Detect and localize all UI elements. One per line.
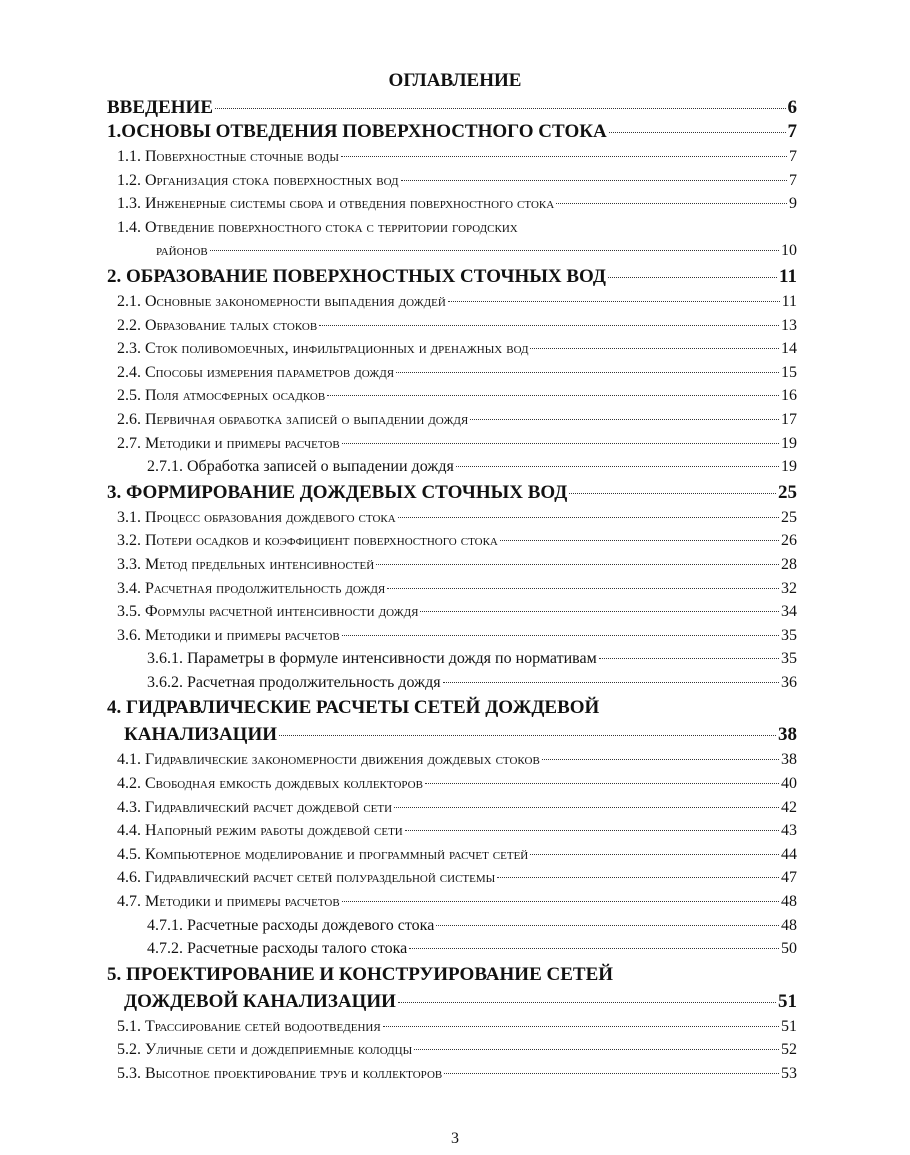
- toc-entry-title: ДОЖДЕВОЙ КАНАЛИЗАЦИИ: [124, 990, 396, 1012]
- dot-leader: [394, 807, 779, 808]
- toc-entry-title: 3.6.1. Параметры в формуле интенсивности дождя по нормативам: [147, 650, 597, 668]
- dot-leader: [530, 854, 779, 855]
- toc-entry-page: 34: [781, 603, 797, 621]
- toc-entry-page: 42: [781, 798, 797, 816]
- toc-entry[interactable]: [107, 192, 797, 216]
- toc-entry[interactable]: [107, 671, 797, 695]
- toc-entry-title: 5.1. Трассирование сетей водоотведения: [117, 1017, 381, 1035]
- toc-entry[interactable]: [107, 843, 797, 867]
- toc-entry-title: 4.1. Гидравлические закономерности движения дождевых стоков: [117, 751, 540, 769]
- dot-leader: [497, 877, 779, 878]
- toc-entry-title: 2.1. Основные закономерности выпадения дождей: [117, 292, 446, 310]
- toc-entry-page: 50: [781, 940, 797, 958]
- dot-leader: [556, 203, 787, 204]
- toc-entry-title: 2.5. Поля атмосферных осадков: [117, 387, 326, 405]
- toc-entry-title: 4. ГИДРАВЛИЧЕСКИЕ РАСЧЕТЫ СЕТЕЙ ДОЖДЕВОЙ: [107, 697, 600, 719]
- toc-entry-title: КАНАЛИЗАЦИИ: [124, 724, 278, 746]
- toc-entry[interactable]: [107, 748, 797, 772]
- toc-entry[interactable]: [107, 819, 797, 843]
- toc-entry[interactable]: [107, 145, 797, 169]
- toc-entry-page: 7: [789, 148, 797, 165]
- toc-entry[interactable]: [107, 796, 797, 820]
- toc-entry-title: 4.5. Компьютерное моделирование и программный расчет сетей: [117, 845, 529, 863]
- toc-entry[interactable]: [107, 506, 797, 530]
- dot-leader: [444, 1073, 779, 1074]
- toc-entry[interactable]: [107, 479, 797, 506]
- dot-leader: [599, 658, 779, 659]
- toc-entry-page: 32: [781, 579, 797, 597]
- toc-entry-page: 48: [781, 893, 797, 911]
- toc-entry-title: 3. ФОРМИРОВАНИЕ ДОЖДЕВЫХ СТОЧНЫХ ВОД: [107, 481, 568, 503]
- toc-entry-page: 11: [779, 265, 797, 287]
- dot-leader: [210, 250, 779, 251]
- dot-leader: [436, 925, 779, 926]
- dot-leader: [396, 372, 779, 373]
- toc-entry[interactable]: [107, 337, 797, 361]
- dot-leader: [530, 348, 779, 349]
- dot-leader: [456, 466, 779, 467]
- toc-entry[interactable]: [107, 361, 797, 385]
- toc-entry[interactable]: [107, 866, 797, 890]
- toc-entry-title: 3.6. Методики и примеры расчетов: [117, 626, 340, 644]
- toc-entry-title: 3.1. Процесс образования дождевого стока: [117, 508, 396, 526]
- toc-entry-page: 40: [781, 775, 797, 793]
- toc-entry[interactable]: [107, 721, 797, 748]
- toc-title: ОГЛАВЛЕНИЕ: [388, 70, 522, 91]
- toc-entry-title: 4.2. Свободная емкость дождевых коллекторов: [117, 775, 423, 793]
- toc-entry[interactable]: [107, 290, 797, 314]
- dot-leader: [215, 108, 786, 109]
- toc-entry-title: 4.4. Напорный режим работы дождевой сети: [117, 822, 403, 840]
- dot-leader: [319, 325, 779, 326]
- toc-entry-page: 14: [781, 340, 797, 358]
- toc-entry[interactable]: [107, 384, 797, 408]
- toc-entry-title: ВВЕДЕНИЕ: [107, 97, 213, 118]
- dot-leader: [448, 301, 780, 302]
- toc-entry[interactable]: [107, 647, 797, 671]
- toc-entry[interactable]: [107, 624, 797, 648]
- toc-entry-title: 2.7. Методики и примеры расчетов: [117, 434, 340, 452]
- toc-entry[interactable]: [107, 97, 797, 118]
- toc-entry-title: 2.3. Сток поливомоечных, инфильтрационных и дренажных вод: [117, 340, 529, 358]
- toc-entry-title: 2.6. Первичная обработка записей о выпадении дождя: [117, 410, 469, 428]
- toc-entry[interactable]: [107, 694, 797, 721]
- page-number: 3: [451, 1130, 459, 1147]
- dot-leader: [341, 156, 787, 157]
- toc-entry[interactable]: [107, 263, 797, 290]
- toc-entry[interactable]: [107, 1038, 797, 1062]
- toc-entry-title: 2.4. Способы измерения параметров дождя: [117, 363, 395, 381]
- toc-entry-page: 25: [778, 481, 797, 503]
- toc-entry-page: 6: [787, 97, 797, 118]
- toc-entry-title: 2. ОБРАЗОВАНИЕ ПОВЕРХНОСТНЫХ СТОЧНЫХ ВОД: [107, 265, 606, 287]
- toc-entry[interactable]: [107, 169, 797, 193]
- toc-entry-page: 28: [781, 555, 797, 573]
- toc-entry-page: 38: [778, 724, 797, 746]
- toc-entry[interactable]: [107, 914, 797, 938]
- toc-entry-title: 2.2. Образование талых стоков: [117, 316, 318, 334]
- toc-entry-title: 4.7.1. Расчетные расходы дождевого стока: [147, 916, 435, 934]
- toc-entry[interactable]: [107, 314, 797, 338]
- dot-leader: [542, 759, 779, 760]
- toc-entry-title: районов: [156, 242, 208, 260]
- dot-leader: [398, 1002, 776, 1003]
- toc-entry-page: 52: [781, 1041, 797, 1059]
- toc-entry[interactable]: [107, 553, 797, 577]
- toc-entry-page: 17: [781, 410, 797, 428]
- toc-entry-page: 44: [781, 845, 797, 863]
- toc-entry-page: 53: [781, 1065, 797, 1082]
- toc-entry[interactable]: [107, 239, 797, 263]
- toc-entry[interactable]: [107, 988, 797, 1015]
- dot-leader: [405, 830, 779, 831]
- toc-entry-page: 13: [781, 316, 797, 334]
- dot-leader: [342, 635, 779, 636]
- toc-entry-page: 43: [781, 822, 797, 840]
- dot-leader: [383, 1026, 779, 1027]
- toc-entry-title: 3.3. Метод предельных интенсивностей: [117, 555, 375, 573]
- toc-entry-title: 4.3. Гидравлический расчет дождевой сети: [117, 798, 393, 816]
- toc-entry-page: 35: [781, 650, 797, 668]
- toc-entry[interactable]: [107, 455, 797, 479]
- toc-entry-title: 3.2. Потери осадков и коэффициент поверхностного стока: [117, 532, 498, 550]
- dot-leader: [342, 901, 779, 902]
- toc-entry[interactable]: [107, 600, 797, 624]
- toc-entry[interactable]: [107, 961, 797, 988]
- toc-entry-page: 47: [781, 869, 797, 887]
- toc-entry[interactable]: [107, 432, 797, 456]
- toc-entry-page: 11: [781, 292, 797, 310]
- table-of-contents: [107, 97, 797, 1086]
- toc-entry-page: 15: [781, 363, 797, 381]
- toc-entry-title: 3.6.2. Расчетная продолжительность дождя: [147, 673, 441, 691]
- toc-entry-page: 35: [781, 626, 797, 644]
- toc-entry-title: 4.7. Методики и примеры расчетов: [117, 893, 340, 911]
- dot-leader: [420, 611, 779, 612]
- dot-leader: [376, 564, 779, 565]
- toc-entry-title: 4.6. Гидравлический расчет сетей полураздельной системы: [117, 869, 496, 887]
- dot-leader: [342, 443, 779, 444]
- toc-entry-page: 7: [787, 121, 797, 142]
- dot-leader: [401, 180, 787, 181]
- dot-leader: [443, 682, 779, 683]
- toc-entry-title: 1.1. Поверхностные сточные воды: [117, 148, 339, 165]
- toc-entry-title: 1.2. Организация стока поверхностных вод: [117, 171, 399, 189]
- toc-entry[interactable]: [107, 937, 797, 961]
- dot-leader: [387, 588, 779, 589]
- toc-entry-title: 2.7.1. Обработка записей о выпадении дождя: [147, 458, 454, 476]
- dot-leader: [279, 735, 776, 736]
- toc-entry-title: 5.2. Уличные сети и дождеприемные колодцы: [117, 1041, 413, 1059]
- toc-entry-page: 51: [778, 990, 797, 1012]
- toc-entry-title: 3.4. Расчетная продолжительность дождя: [117, 579, 386, 597]
- dot-leader: [500, 540, 779, 541]
- toc-entry-page: 38: [781, 751, 797, 769]
- toc-entry[interactable]: [107, 1062, 797, 1086]
- toc-entry[interactable]: [107, 529, 797, 553]
- toc-entry-page: 19: [781, 434, 797, 452]
- dot-leader: [398, 517, 779, 518]
- toc-entry[interactable]: [107, 577, 797, 601]
- dot-leader: [470, 419, 779, 420]
- toc-entry-page: 19: [781, 458, 797, 476]
- dot-leader: [327, 395, 779, 396]
- toc-entry-page: 36: [781, 673, 797, 691]
- toc-entry-page: 26: [781, 532, 797, 550]
- toc-entry[interactable]: [107, 408, 797, 432]
- toc-entry[interactable]: [107, 890, 797, 914]
- toc-entry[interactable]: [107, 216, 797, 240]
- dot-leader: [414, 1049, 779, 1050]
- toc-entry[interactable]: [107, 118, 797, 145]
- toc-entry-page: 7: [789, 171, 797, 189]
- toc-entry-page: 25: [781, 508, 797, 526]
- dot-leader: [409, 948, 779, 949]
- dot-leader: [609, 132, 786, 133]
- toc-entry[interactable]: [107, 772, 797, 796]
- toc-entry-page: 10: [781, 242, 797, 260]
- toc-entry-title: 1.ОСНОВЫ ОТВЕДЕНИЯ ПОВЕРХНОСТНОГО СТОКА: [107, 121, 607, 142]
- toc-entry-title: 3.5. Формулы расчетной интенсивности дождя: [117, 603, 419, 621]
- toc-entry-page: 48: [781, 916, 797, 934]
- toc-entry-page: 16: [781, 387, 797, 405]
- toc-entry-title: 5.3. Высотное проектирование труб и коллекторов: [117, 1065, 443, 1082]
- toc-entry-title: 5. ПРОЕКТИРОВАНИЕ И КОНСТРУИРОВАНИЕ СЕТЕЙ: [107, 963, 614, 985]
- dot-leader: [608, 277, 777, 278]
- dot-leader: [425, 783, 779, 784]
- toc-entry-title: 1.3. Инженерные системы сбора и отведения поверхностного стока: [117, 195, 555, 213]
- toc-entry[interactable]: [107, 1015, 797, 1039]
- toc-entry-page: 9: [789, 195, 797, 213]
- toc-entry-title: 1.4. Отведение поверхностного стока с территории городских: [117, 218, 518, 236]
- toc-entry-title: 4.7.2. Расчетные расходы талого стока: [147, 940, 408, 958]
- toc-entry-page: 51: [781, 1017, 797, 1035]
- dot-leader: [569, 493, 776, 494]
